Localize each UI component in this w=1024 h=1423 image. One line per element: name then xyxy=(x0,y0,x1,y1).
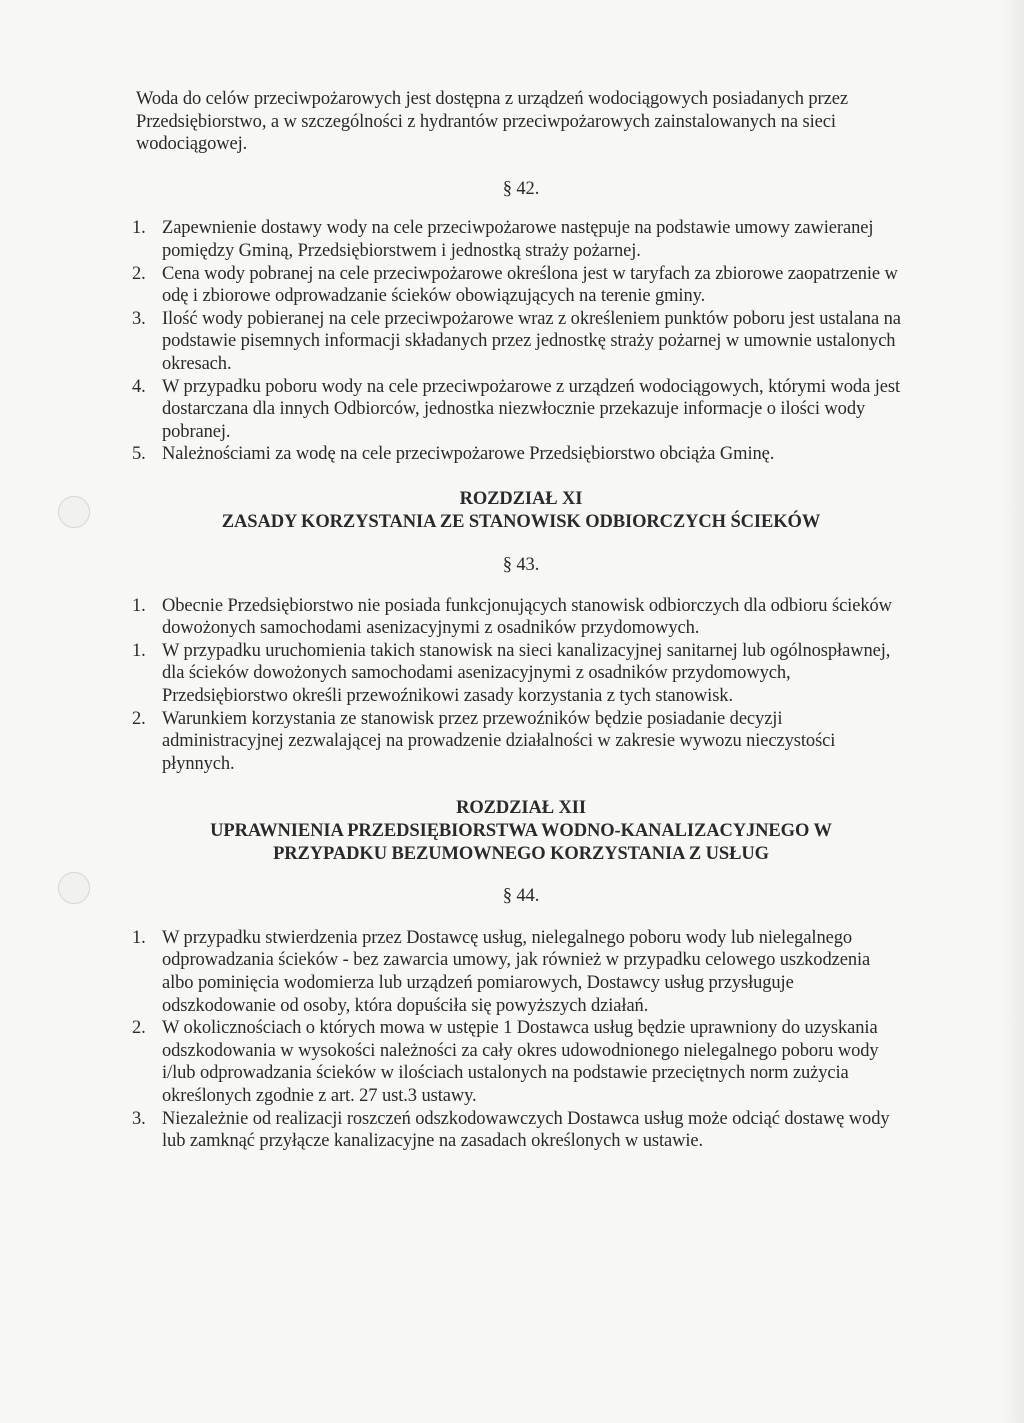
item-number: 3. xyxy=(132,1108,146,1129)
chapter-11-header xyxy=(136,488,906,533)
list-item xyxy=(132,376,906,444)
punch-hole-mark xyxy=(58,872,90,904)
punch-hole-mark xyxy=(58,496,90,528)
list-item xyxy=(132,217,906,262)
list-item xyxy=(132,640,906,708)
section-43-list xyxy=(132,595,906,776)
section-42-list xyxy=(132,217,906,466)
list-item xyxy=(132,263,906,308)
item-text: Zapewnienie dostawy wody na cele przeciwpożarowe następuje na podstawie umowy zawieranej pomiędzy Gminą, Przedsiębiorstwem i jednostką straży pożarnej. xyxy=(162,218,874,261)
item-text: W okolicznościach o których mowa w ustępie 1 Dostawca usług będzie uprawniony do uzyskania odszkodowania w wysokości należności za cały okres udowodnionego nielegalnego poboru wody i/lub odprowadzania ścieków w ilościach ustalonych na podstawie przeciętnych norm zużycia określonych zgodnie z art. 27 ust.3 ustawy. xyxy=(162,1018,879,1106)
item-number: 5. xyxy=(132,444,146,465)
list-item xyxy=(132,708,906,776)
list-item xyxy=(132,1108,906,1153)
item-text: Ilość wody pobieranej na cele przeciwpożarowe wraz z określeniem punktów poboru jest ustalana na podstawie pisemnych informacji składanych przez jednostkę straży pożarnej w umownie ustalonych okresach. xyxy=(162,308,901,374)
section-44-heading: § 44. xyxy=(502,886,540,907)
chapter-title-line: PRZYPADKU BEZUMOWNEGO KORZYSTANIA Z USŁUG xyxy=(273,843,769,864)
item-number: 1. xyxy=(132,927,146,948)
section-44-list xyxy=(132,927,906,1153)
document-body xyxy=(132,88,906,1153)
section-43-heading: § 43. xyxy=(502,555,540,576)
chapter-12-header xyxy=(136,797,906,865)
item-number: 1. xyxy=(132,640,146,661)
item-number: 1. xyxy=(132,218,146,239)
item-text: Warunkiem korzystania ze stanowisk przez przewoźników będzie posiadanie decyzji administracyjnej zezwalającej na prowadzenie działalności w zakresie wywozu nieczystości płynnych. xyxy=(162,708,836,774)
list-item xyxy=(132,1017,906,1107)
section-42-heading: § 42. xyxy=(502,178,540,199)
item-text: W przypadku uruchomienia takich stanowisk na sieci kanalizacyjnej sanitarnej lub ogólnospławnej, dla ścieków dowożonych samochodami asenizacyjnymi z osadników przydomowych, Przedsiębiorstwo określi przewoźnikowi zasady korzystania z tych stanowisk. xyxy=(162,640,891,707)
item-number: 2. xyxy=(132,263,146,284)
chapter-title: ZASADY KORZYSTANIA ZE STANOWISK ODBIORCZYCH ŚCIEKÓW xyxy=(221,511,821,532)
item-text: Cena wody pobranej na cele przeciwpożarowe określona jest w taryfach za zbiorowe zaopatrzenie w odę i zbiorowe odprowadzanie ścieków obowiązujących na terenie gminy. xyxy=(162,263,898,307)
chapter-number: ROZDZIAŁ XII xyxy=(456,798,586,819)
list-item xyxy=(132,443,906,466)
item-text: Obecnie Przedsiębiorstwo nie posiada funkcjonujących stanowisk odbiorczych dla odbioru ścieków dowożonych samochodami asenizacyjnymi z osadników przydomowych. xyxy=(162,595,892,639)
item-number: 2. xyxy=(132,1018,146,1039)
item-number: 2. xyxy=(132,708,146,729)
chapter-title-line: UPRAWNIENIA PRZEDSIĘBIORSTWA WODNO-KANALIZACYJNEGO W xyxy=(210,821,832,842)
list-item xyxy=(132,927,906,1017)
intro-paragraph: Woda do celów przeciwpożarowych jest dostępna z urządzeń wodociągowych posiadanych przez Przedsiębiorstwo, a w szczególności z hydrantów przeciwpożarowych zainstalowanych na sieci wodociągowej. xyxy=(136,89,848,155)
item-number: 4. xyxy=(132,376,146,397)
item-text: W przypadku poboru wody na cele przeciwpożarowe z urządzeń wodociągowych, którymi woda jest dostarczana dla innych Odbiorców, jednostka niezwłocznie przekazuje informacje o ilości wody pobranej. xyxy=(162,376,900,442)
list-item xyxy=(132,595,906,640)
item-number: 1. xyxy=(132,595,146,616)
list-item xyxy=(132,308,906,376)
item-number: 3. xyxy=(132,308,146,329)
item-text: Niezależnie od realizacji roszczeń odszkodowawczych Dostawca usług może odciąć dostawę wody lub zamknąć przyłącze kanalizacyjne na zasadach określonych w ustawie. xyxy=(162,1108,890,1152)
chapter-number: ROZDZIAŁ XI xyxy=(459,488,583,509)
item-text: W przypadku stwierdzenia przez Dostawcę usług, nielegalnego poboru wody lub nielegalnego odprowadzania ścieków - bez zawarcia umowy, jak również w przypadku celowego uszkodzenia albo pominięcia wodomierza lub urządzeń pomiarowych, Dostawcy usług przysługuje odszkodowanie od osoby, która dopuściła się powyższych działań. xyxy=(162,927,871,1016)
item-text: Należnościami za wodę na cele przeciwpożarowe Przedsiębiorstwo obciąża Gminę. xyxy=(162,444,775,465)
